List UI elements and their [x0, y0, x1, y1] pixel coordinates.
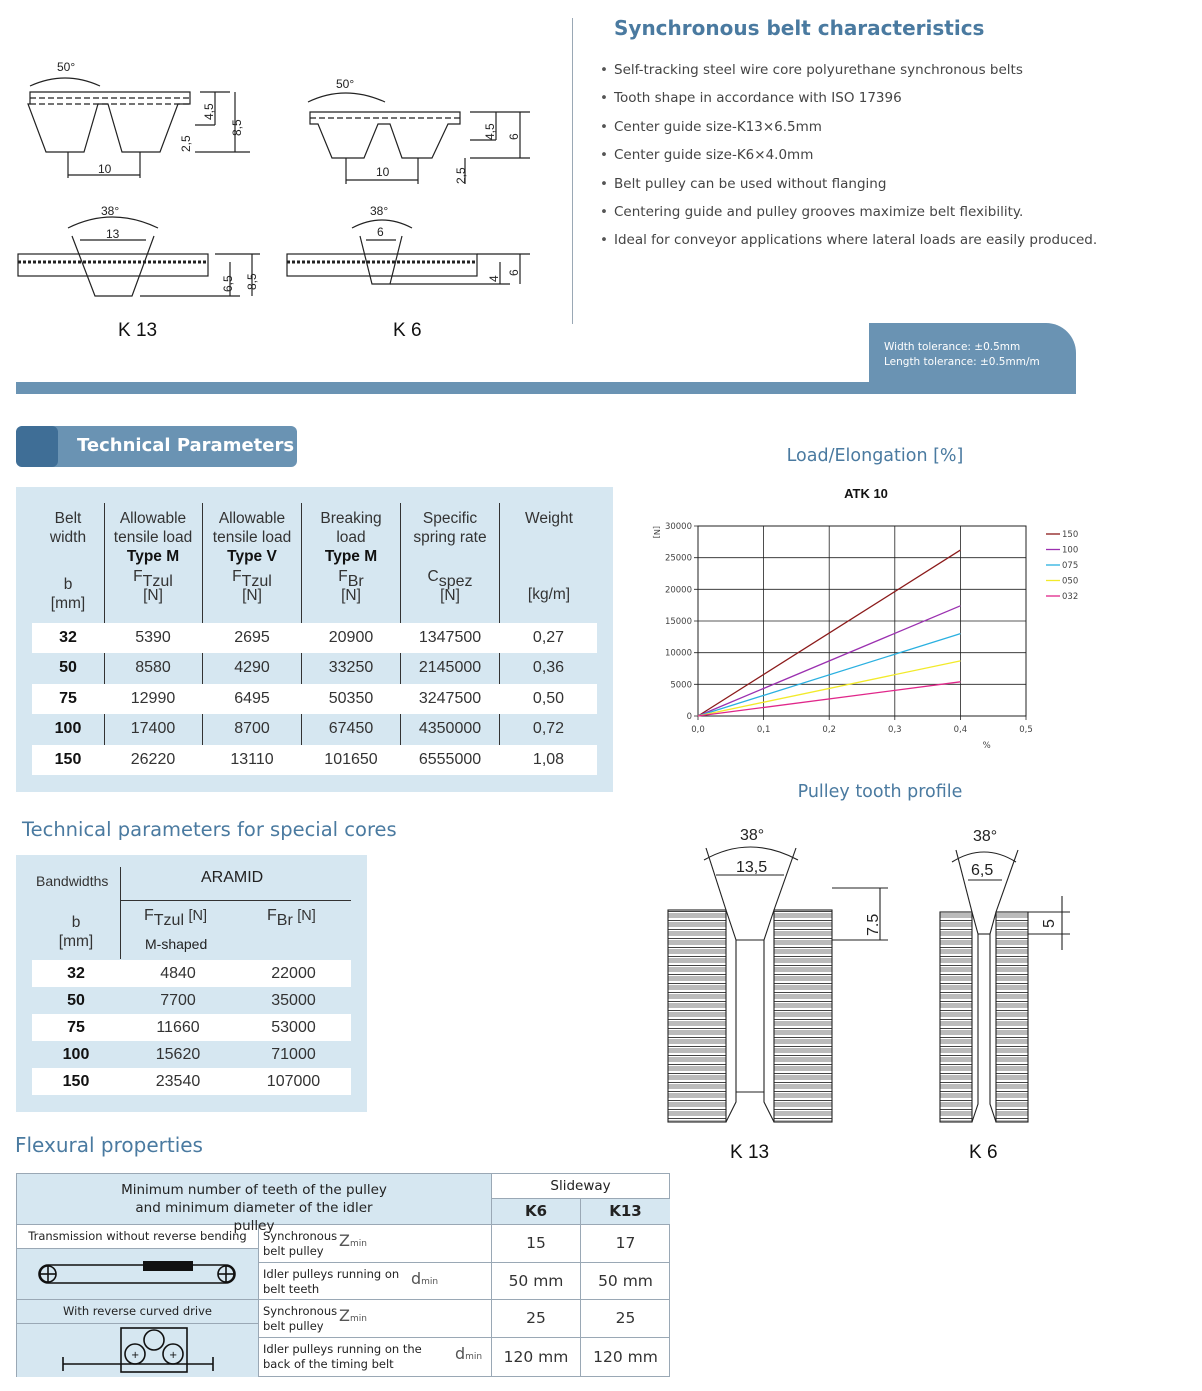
- k13-dim-85: 8,5: [230, 119, 244, 136]
- k13-header: K13: [581, 1199, 670, 1225]
- characteristics-item: • Belt pulley can be used without flanging: [598, 174, 1097, 202]
- x-tick-label: 0,5: [1019, 725, 1033, 735]
- characteristics-item: • Center guide size-K13×6.5mm: [598, 117, 1097, 145]
- value-cell: 50 mm: [492, 1263, 581, 1300]
- k6-header: K6: [492, 1199, 581, 1225]
- zmin-symbol: Zmin: [339, 1306, 367, 1325]
- k13-angle-top: 50°: [57, 60, 76, 74]
- col-weight: Weight [kg/m]: [525, 510, 573, 603]
- col-breaking-load: Breaking load Type M FBr [N]: [320, 510, 382, 604]
- col-allowable-v: Allowable tensile load Type V FTzul [N]: [212, 510, 292, 604]
- value-cell: 120 mm: [492, 1338, 581, 1377]
- width-tolerance: Width tolerance: ±0.5mm: [884, 341, 1021, 353]
- k6-dim-width: 10: [376, 165, 390, 179]
- characteristics-list: [598, 60, 1097, 259]
- length-tolerance: Length tolerance: ±0.5mm/m: [884, 356, 1040, 368]
- x-axis-label: %: [982, 741, 991, 750]
- bandwidths-label: Bandwidths: [36, 873, 109, 889]
- svg-text:+: +: [169, 1350, 178, 1361]
- pulley-tooth-profile-diagram: [650, 812, 1090, 1132]
- technical-parameters-header: [16, 426, 297, 467]
- table-row: 50 7700 35000: [67, 992, 316, 1009]
- table-row: 150 23540 107000: [32, 1068, 351, 1095]
- ftzul-header: FTzul [N]: [144, 907, 207, 929]
- k6-dim-4: 4: [487, 275, 501, 282]
- k6-angle-bottom: 38°: [370, 204, 389, 218]
- b-mm-label: b [mm]: [58, 914, 94, 950]
- sync-pulley-b: Synchronous belt pulley Zmin: [259, 1300, 492, 1338]
- col-divider: [120, 867, 121, 959]
- dmin-symbol: dmin: [411, 1269, 439, 1288]
- table-row: 75 12990 6495 50350 3247500 0,50: [32, 684, 597, 714]
- table-row: 100 17400 8700 67450 4350000 0,72: [54, 720, 565, 737]
- table-row: 150 26220 13110 101650 6555000 1,08: [32, 745, 597, 775]
- slideway-header: Slideway: [492, 1174, 670, 1199]
- table-row: 32 4840 22000: [32, 960, 351, 987]
- belt-cross-section-diagrams: [0, 0, 570, 350]
- k6-diagram-label: K 6: [393, 320, 422, 341]
- aramid-label: ARAMID: [201, 869, 264, 886]
- col-spring-rate: Specific spring rate Cspez [N]: [413, 510, 487, 604]
- y-tick-label: 25000: [664, 553, 692, 564]
- legend-label: 150: [1062, 530, 1079, 540]
- k6-pulley-angle: 38°: [973, 828, 998, 845]
- value-cell: 15: [492, 1225, 581, 1263]
- drive-diagram-icon: [17, 1249, 258, 1299]
- load-elongation-chart: [640, 480, 1090, 750]
- legend-label: 032: [1062, 592, 1079, 602]
- flexural-title: Flexural properties: [15, 1133, 203, 1157]
- svg-text:+: +: [131, 1350, 140, 1361]
- k13-dim-25: 2,5: [179, 135, 193, 152]
- col-belt-width: Belt width b [mm]: [49, 510, 87, 612]
- flexural-table: [16, 1173, 670, 1377]
- row-a-diagram: [17, 1249, 259, 1300]
- k13-pulley-angle: 38°: [740, 827, 765, 844]
- characteristics-item: • Self-tracking steel wire core polyurethane synchronous belts: [598, 60, 1097, 88]
- x-tick-label: 0,2: [822, 725, 836, 735]
- x-tick-label: 0,0: [691, 725, 705, 735]
- k13-dim-85b: 8,5: [245, 273, 259, 290]
- load-elongation-title: Load/Elongation [%]: [786, 446, 964, 466]
- sync-pulley-a: Synchronous belt pulley Zmin: [259, 1225, 492, 1263]
- reverse-drive-diagram-icon: [17, 1324, 258, 1376]
- legend-label: 075: [1062, 561, 1079, 571]
- zmin-symbol: Zmin: [339, 1231, 367, 1250]
- col-allowable-m: Allowable tensile load Type M FTzul [N]: [113, 510, 193, 604]
- y-tick-label: 0: [686, 712, 692, 722]
- k13-dim-width: 10: [98, 162, 112, 176]
- k13-angle-bottom: 38°: [101, 204, 120, 218]
- y-tick-label: 20000: [664, 585, 692, 596]
- k6-pulley-label: K 6: [969, 1142, 998, 1163]
- k13-dim-45: 4,5: [202, 103, 216, 120]
- vertical-divider: [572, 18, 573, 324]
- k13-dim-13: 13: [106, 227, 120, 241]
- header-rule: [120, 900, 351, 901]
- k6-pulley-depth: 5: [1041, 919, 1058, 928]
- value-cell: 17: [581, 1225, 670, 1263]
- table-row: 100 15620 71000: [62, 1046, 316, 1063]
- characteristics-item: • Tooth shape in accordance with ISO 17396: [598, 88, 1097, 116]
- characteristics-item: • Center guide size-K6×4.0mm: [598, 145, 1097, 173]
- special-cores-title: Technical parameters for special cores: [22, 818, 397, 841]
- k13-pulley-depth: 7.5: [865, 913, 882, 936]
- row-b-diagram: [17, 1324, 259, 1377]
- k6-dim-25: 2,5: [454, 167, 468, 184]
- x-tick-label: 0,3: [888, 725, 902, 735]
- legend-label: 100: [1062, 545, 1079, 556]
- table-row: 32 5390 2695 20900 1347500 0,27: [32, 623, 597, 653]
- row-a-label: Transmission without reverse bending: [17, 1225, 259, 1249]
- k13-diagram-label: K 13: [118, 320, 158, 341]
- y-tick-label: 10000: [664, 648, 692, 659]
- fbr-header: FBr [N]: [267, 907, 316, 929]
- y-tick-label: 15000: [664, 617, 692, 627]
- value-cell: 50 mm: [581, 1263, 670, 1300]
- k6-dim-45: 4,5: [483, 123, 497, 140]
- y-tick-label: 5000: [670, 680, 692, 691]
- k6-pulley-width: 6,5: [971, 862, 994, 879]
- x-tick-label: 0,1: [756, 725, 771, 735]
- tolerance-text: [884, 340, 1040, 370]
- characteristics-title: Synchronous belt characteristics: [614, 16, 985, 40]
- characteristics-item: • Centering guide and pulley grooves maximize belt flexibility.: [598, 202, 1097, 230]
- k13-dim-65: 6,5: [221, 275, 235, 292]
- header-accent: [16, 426, 58, 467]
- y-tick-label: 30000: [664, 522, 692, 532]
- tolerance-bar: [16, 382, 1076, 394]
- k13-pulley-width: 13,5: [736, 859, 768, 876]
- x-tick-label: 0,4: [953, 725, 968, 735]
- m-shaped-label: M-shaped: [145, 936, 208, 952]
- value-cell: 25: [581, 1300, 670, 1338]
- technical-parameters-title: Technical Parameters: [77, 435, 295, 456]
- chart-title: ATK 10: [844, 486, 888, 501]
- value-cell: 120 mm: [593, 1348, 658, 1366]
- row-b-label: With reverse curved drive: [17, 1300, 259, 1324]
- k6-dim-6b: 6: [377, 225, 384, 239]
- value-cell: 25: [492, 1300, 581, 1338]
- dmin-symbol: dmin: [455, 1344, 483, 1363]
- legend-label: 050: [1062, 576, 1079, 587]
- flexural-header-left: Minimum number of teeth of the pulley and minimum diameter of the idler pulley: [17, 1174, 492, 1225]
- k6-angle-top: 50°: [336, 77, 355, 91]
- characteristics-item: • Ideal for conveyor applications where lateral loads are easily produced.: [598, 230, 1097, 258]
- k6-dim-6c: 6: [507, 269, 521, 276]
- k13-pulley-label: K 13: [730, 1142, 770, 1163]
- y-axis-label: [N]: [652, 526, 661, 539]
- pulley-profile-title: Pulley tooth profile: [797, 782, 963, 802]
- idler-teeth-a: Idler pulleys running on belt teeth dmin: [259, 1263, 492, 1300]
- k6-dim-6: 6: [507, 133, 521, 140]
- table-row: 50 8580 4290 33250 2145000 0,36: [59, 659, 565, 676]
- idler-back-b: Idler pulleys running on the back of the timing belt dmin: [259, 1338, 492, 1377]
- table-row: 75 11660 53000: [32, 1014, 351, 1041]
